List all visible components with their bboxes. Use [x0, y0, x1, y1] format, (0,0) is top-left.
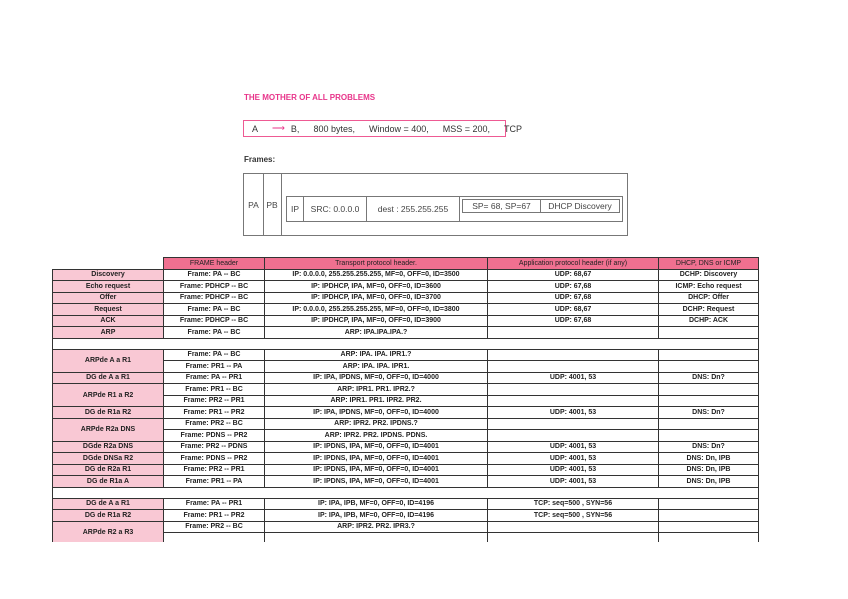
- row-label: Echo request: [53, 281, 164, 293]
- table-row: [53, 327, 759, 339]
- row-label: Discovery: [53, 269, 164, 281]
- udp-ports: SP= 68, SP=67: [463, 200, 541, 212]
- protocol-cell: DNS: Dn, IPB: [659, 464, 759, 476]
- frames-table-container: [52, 257, 762, 542]
- table-row: [53, 384, 759, 396]
- table-row: [53, 476, 759, 488]
- protocol-cell: [659, 349, 759, 361]
- application-cell: UDP: 4001, 53: [488, 453, 659, 465]
- protocol-cell: [659, 361, 759, 373]
- frame-cell: Frame: PA -- BC: [164, 304, 265, 316]
- frame-cell: [164, 533, 265, 543]
- frame-cell: Frame: PR2 -- PR1: [164, 464, 265, 476]
- protocol-cell: DNS: Dn?: [659, 441, 759, 453]
- window: Window = 400,: [368, 123, 429, 134]
- frames-heading: Frames:: [244, 155, 276, 164]
- application-cell: [488, 395, 659, 407]
- frame-pb: PB: [263, 174, 282, 235]
- transport-cell: IP: IPDHCP, IPA, MF=0, OFF=0, ID=3600: [265, 281, 488, 293]
- row-label: DGde DNSa R2: [53, 453, 164, 465]
- transport-cell: ARP: IPR1. PR1. IPR2.?: [265, 384, 488, 396]
- frame-cell: Frame: PA -- BC: [164, 349, 265, 361]
- header-blank: [53, 258, 164, 270]
- ip-dest: dest : 255.255.255: [367, 197, 460, 221]
- transport-cell: IP: IPDNS, IPA, MF=0, OFF=0, ID=4001: [265, 441, 488, 453]
- arrow-right-icon: ⟶: [272, 123, 285, 133]
- row-label: ARPde R2 a R3: [53, 521, 164, 542]
- application-cell: UDP: 4001, 53: [488, 407, 659, 419]
- row-label: DG de R1a R2: [53, 407, 164, 419]
- transport-cell: IP: IPDNS, IPA, MF=0, OFF=0, ID=4001: [265, 453, 488, 465]
- row-label: DG de R1a A: [53, 476, 164, 488]
- transport-cell: [265, 533, 488, 543]
- table-row: [53, 453, 759, 465]
- page-title: THE MOTHER OF ALL PROBLEMS: [244, 93, 376, 102]
- application-cell: UDP: 4001, 53: [488, 441, 659, 453]
- header-frame: FRAME header: [164, 258, 265, 270]
- mss: MSS = 200,: [442, 123, 491, 134]
- header-application: Application protocol header (if any): [488, 258, 659, 270]
- frame-cell: Frame: PR2 -- BC: [164, 521, 265, 533]
- frame-cell: Frame: PA -- PR1: [164, 372, 265, 384]
- protocol-cell: DNS: Dn, IPB: [659, 453, 759, 465]
- row-label: ARP: [53, 327, 164, 339]
- row-label: ACK: [53, 315, 164, 327]
- frames-table: [52, 257, 759, 542]
- row-label: DG de R2a R1: [53, 464, 164, 476]
- application-cell: UDP: 4001, 53: [488, 476, 659, 488]
- frame-cell: Frame: PR1 -- PR2: [164, 407, 265, 419]
- protocol: TCP: [504, 123, 523, 134]
- protocol-cell: DCHP: ACK: [659, 315, 759, 327]
- ip-packet: [286, 196, 623, 222]
- application-cell: [488, 384, 659, 396]
- frame-cell: Frame: PR1 -- PA: [164, 361, 265, 373]
- frame-cell: Frame: PA -- PR1: [164, 498, 265, 510]
- table-row: [53, 521, 759, 533]
- transport-cell: IP: IPA, IPB, MF=0, OFF=0, ID=4196: [265, 498, 488, 510]
- row-label: Request: [53, 304, 164, 316]
- transport-cell: IP: IPDNS, IPA, MF=0, OFF=0, ID=4001: [265, 464, 488, 476]
- row-label: DG de A a R1: [53, 372, 164, 384]
- frame-cell: Frame: PR1 -- BC: [164, 384, 265, 396]
- row-label: ARPde R2a DNS: [53, 418, 164, 441]
- row-label: DG de A a R1: [53, 498, 164, 510]
- protocol-cell: DNS: Dn?: [659, 372, 759, 384]
- transport-cell: ARP: IPR2. PR2. IPDNS. PDNS.: [265, 430, 488, 442]
- table-row: [53, 269, 759, 281]
- spacer-cell: [53, 338, 759, 349]
- table-row: [53, 418, 759, 430]
- transport-cell: IP: IPA, IPDNS, MF=0, OFF=0, ID=4000: [265, 407, 488, 419]
- protocol-cell: [659, 521, 759, 533]
- ip-src: SRC: 0.0.0.0: [304, 197, 367, 221]
- protocol-cell: [659, 430, 759, 442]
- row-label: Offer: [53, 292, 164, 304]
- protocol-cell: DCHP: Discovery: [659, 269, 759, 281]
- transport-cell: IP: 0.0.0.0, 255.255.255.255, MF=0, OFF=0, ID=3800: [265, 304, 488, 316]
- transport-cell: ARP: IPR2. PR2. IPDNS.?: [265, 418, 488, 430]
- transport-cell: IP: IPDNS, IPA, MF=0, OFF=0, ID=4001: [265, 476, 488, 488]
- ip-label: IP: [287, 197, 304, 221]
- table-row: [53, 349, 759, 361]
- table-header-row: [53, 258, 759, 270]
- protocol-cell: [659, 418, 759, 430]
- application-cell: [488, 418, 659, 430]
- protocol-cell: [659, 498, 759, 510]
- frame-cell: Frame: PDNS -- PR2: [164, 430, 265, 442]
- application-cell: [488, 430, 659, 442]
- bytes: 800 bytes,: [313, 123, 355, 134]
- frame-cell: Frame: PR2 -- PR1: [164, 395, 265, 407]
- protocol-cell: [659, 327, 759, 339]
- application-cell: [488, 327, 659, 339]
- application-cell: TCP: seq=500 , SYN=56: [488, 498, 659, 510]
- row-label: DG de R1a R2: [53, 510, 164, 522]
- frame-diagram: [243, 173, 628, 236]
- row-label: DGde R2a DNS: [53, 441, 164, 453]
- table-row: [53, 315, 759, 327]
- from-host: A: [252, 123, 259, 134]
- row-label: ARPde A a R1: [53, 349, 164, 372]
- application-cell: UDP: 4001, 53: [488, 372, 659, 384]
- transport-cell: IP: IPDHCP, IPA, MF=0, OFF=0, ID=3900: [265, 315, 488, 327]
- problem-statement: [243, 120, 523, 137]
- spacer-row: [53, 338, 759, 349]
- protocol-cell: [659, 384, 759, 396]
- transport-cell: ARP: IPA. IPA. IPR1.?: [265, 349, 488, 361]
- frame-cell: Frame: PR2 -- PDNS: [164, 441, 265, 453]
- application-cell: [488, 349, 659, 361]
- table-row: [53, 372, 759, 384]
- spacer-cell: [53, 487, 759, 498]
- application-cell: UDP: 68,67: [488, 304, 659, 316]
- protocol-cell: DCHP: Request: [659, 304, 759, 316]
- frame-cell: Frame: PDHCP -- BC: [164, 281, 265, 293]
- protocol-cell: DHCP: Offer: [659, 292, 759, 304]
- row-label: ARPde R1 a R2: [53, 384, 164, 407]
- transport-cell: ARP: IPR1. PR1. IPR2. PR2.: [265, 395, 488, 407]
- table-row: [53, 281, 759, 293]
- transport-cell: IP: 0.0.0.0, 255.255.255.255, MF=0, OFF=0, ID=3500: [265, 269, 488, 281]
- table-row: [53, 510, 759, 522]
- transport-cell: IP: IPA, IPB, MF=0, OFF=0, ID=4196: [265, 510, 488, 522]
- table-row: [53, 498, 759, 510]
- spacer-row: [53, 487, 759, 498]
- application-cell: TCP: seq=500 , SYN=56: [488, 510, 659, 522]
- application-cell: UDP: 67,68: [488, 292, 659, 304]
- header-transport: Transport protocol header.: [265, 258, 488, 270]
- transport-cell: ARP: IPR2. PR2. IPR3.?: [265, 521, 488, 533]
- table-row: [53, 292, 759, 304]
- transport-cell: ARP: IPA. IPA. IPR1.: [265, 361, 488, 373]
- frame-cell: Frame: PR1 -- PR2: [164, 510, 265, 522]
- table-row: [53, 464, 759, 476]
- table-row: [53, 441, 759, 453]
- protocol-cell: [659, 510, 759, 522]
- to-host: B,: [290, 123, 300, 134]
- udp-segment: [462, 199, 620, 213]
- protocol-cell: [659, 533, 759, 543]
- transport-cell: IP: IPDHCP, IPA, MF=0, OFF=0, ID=3700: [265, 292, 488, 304]
- transport-cell: ARP: IPA.IPA.IPA.?: [265, 327, 488, 339]
- dhcp-payload: DHCP Discovery: [548, 201, 612, 211]
- frame-cell: Frame: PR2 -- BC: [164, 418, 265, 430]
- protocol-cell: ICMP: Echo request: [659, 281, 759, 293]
- frame-cell: Frame: PA -- BC: [164, 327, 265, 339]
- frame-cell: Frame: PDHCP -- BC: [164, 292, 265, 304]
- protocol-cell: [659, 395, 759, 407]
- application-cell: UDP: 4001, 53: [488, 464, 659, 476]
- table-row: [53, 304, 759, 316]
- frame-cell: Frame: PA -- BC: [164, 269, 265, 281]
- application-cell: UDP: 67,68: [488, 315, 659, 327]
- protocol-cell: DNS: Dn?: [659, 407, 759, 419]
- application-cell: UDP: 67,68: [488, 281, 659, 293]
- application-cell: [488, 361, 659, 373]
- header-protocol: DHCP, DNS or ICMP: [659, 258, 759, 270]
- frame-cell: Frame: PR1 -- PA: [164, 476, 265, 488]
- frame-pa: PA: [244, 174, 264, 235]
- application-cell: [488, 533, 659, 543]
- transport-cell: IP: IPA, IPDNS, MF=0, OFF=0, ID=4000: [265, 372, 488, 384]
- table-row: [53, 407, 759, 419]
- application-cell: [488, 521, 659, 533]
- protocol-cell: DNS: Dn, IPB: [659, 476, 759, 488]
- frame-cell: Frame: PDHCP -- BC: [164, 315, 265, 327]
- application-cell: UDP: 68,67: [488, 269, 659, 281]
- frame-cell: Frame: PDNS -- PR2: [164, 453, 265, 465]
